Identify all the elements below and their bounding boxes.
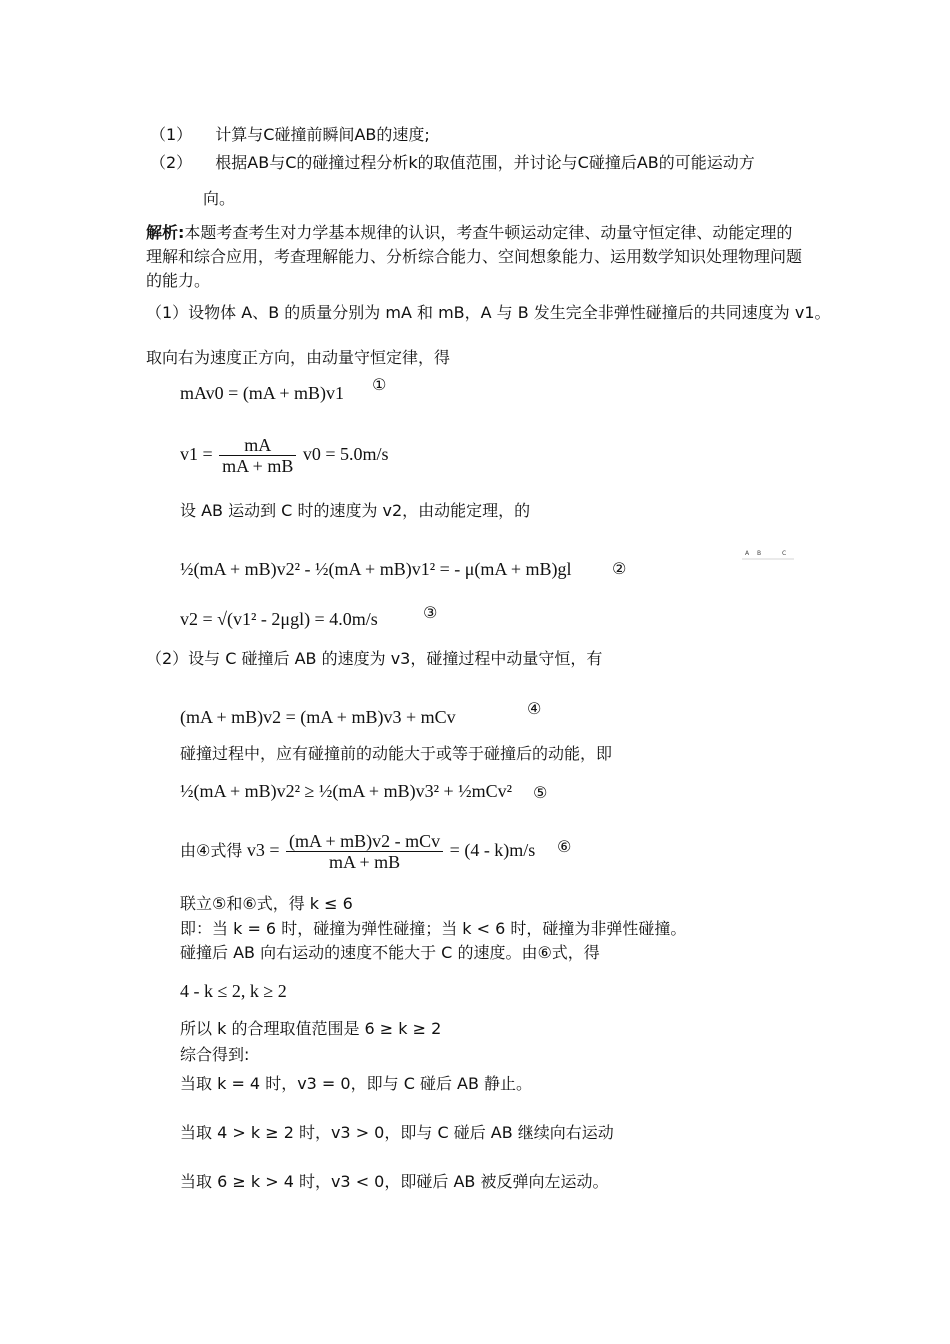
equation-6-rhs: = (4 - k)m/s [449, 840, 536, 860]
part1-kinetic-energy: 设 AB 运动到 C 时的速度为 v2，由动能定理，的 [180, 501, 531, 520]
diagram-label-a: A [745, 550, 750, 557]
question-1 [150, 124, 430, 146]
question-2 [150, 152, 755, 174]
equation-1b-lhs: v1 = [180, 444, 213, 464]
equation-1b-numerator: mA [219, 435, 296, 456]
equation-3: v2 = √(v1² - 2μgl) = 4.0m/s [180, 609, 378, 629]
analysis-intro-text-1: 本题考查考生对力学基本规律的认识，考查牛顿运动定律、动量守恒定律、动能定理的 [184, 223, 793, 242]
equation-6-lhs: v3 = [246, 840, 280, 860]
k-range: 所以 k 的合理取值范围是 6 ≥ k ≥ 2 [180, 1019, 442, 1038]
equation-6-denominator: mA + mB [329, 852, 401, 873]
part1-setup: （1）设物体 A、B 的质量分别为 mA 和 mB，A 与 B 发生完全非弹性碰撞后的共同速度为 v1。 [146, 303, 831, 322]
equation-2: ½(mA + mB)v2² - ½(mA + mB)v1² = - μ(mA + mB)gl [180, 559, 572, 579]
equation-4: (mA + mB)v2 = (mA + mB)v3 + mCv [180, 707, 456, 727]
case-k-equals-4: 当取 k = 4 时，v3 = 0，即与 C 碰后 AB 静止。 [180, 1074, 533, 1093]
part2-setup: （2）设与 C 碰撞后 AB 的速度为 v3，碰撞过程中动量守恒，有 [146, 649, 603, 668]
equation-6-prefix: 由④式得 [180, 841, 243, 860]
equation-2-marker: ② [612, 559, 627, 578]
collision-diagram-thumbnail [742, 548, 794, 564]
equation-1b [180, 432, 389, 476]
equation-5-marker: ⑤ [533, 783, 548, 802]
diagram-label-c: C [782, 550, 787, 557]
case-k-between-4-and-6: 当取 6 ≥ k > 4 时，v3 < 0，即碰后 AB 被反弹向左运动。 [180, 1172, 609, 1191]
equation-1b-rhs: v0 = 5.0m/s [302, 444, 389, 464]
question-1-text: 计算与C碰撞前瞬间AB的速度; [215, 125, 430, 144]
case-k-between-2-and-4: 当取 4 > k ≥ 2 时，v3 > 0，即与 C 碰后 AB 继续向右运动 [180, 1123, 614, 1142]
part1-direction: 取向右为速度正方向，由动量守恒定律，得 [146, 348, 451, 367]
equation-1-marker: ① [372, 375, 387, 394]
equation-6-marker: ⑥ [557, 837, 572, 856]
question-2-text: 根据AB与C的碰撞过程分析k的取值范围，并讨论与C碰撞后AB的可能运动方 [215, 153, 755, 172]
velocity-condition: 碰撞后 AB 向右运动的速度不能大于 C 的速度。由⑥式，得 [180, 943, 600, 962]
combined-result: 联立⑤和⑥式，得 k ≤ 6 [180, 894, 353, 913]
question-2-continuation: 向。 [203, 189, 236, 208]
collision-cases: 即：当 k = 6 时，碰撞为弹性碰撞；当 k < 6 时，碰撞为非弹性碰撞。 [180, 919, 687, 938]
analysis-intro-line-1 [146, 222, 792, 244]
equation-1b-denominator: mA + mB [222, 456, 294, 477]
equation-1b-fraction [219, 435, 296, 476]
equation-1: mAv0 = (mA + mB)v1 [180, 383, 344, 403]
equation-6-numerator: (mA + mB)v2 - mCv [286, 831, 443, 852]
summary-heading: 综合得到: [180, 1045, 250, 1064]
inequality: 4 - k ≤ 2, k ≥ 2 [180, 981, 287, 1001]
analysis-intro-line-2: 理解和综合应用，考查理解能力、分析综合能力、空间想象能力、运用数学知识处理物理问题 [146, 247, 803, 266]
equation-5: ½(mA + mB)v2² ≥ ½(mA + mB)v3² + ½mCv² [180, 781, 513, 801]
equation-3-marker: ③ [423, 603, 438, 622]
equation-6 [180, 828, 535, 873]
part2-kinetic-condition: 碰撞过程中，应有碰撞前的动能大于或等于碰撞后的动能，即 [180, 744, 613, 763]
analysis-intro-line-3: 的能力。 [146, 271, 211, 290]
equation-6-fraction [286, 831, 443, 872]
question-1-number: （1） [150, 125, 193, 144]
equation-4-marker: ④ [527, 699, 542, 718]
analysis-label: 解析: [146, 223, 185, 242]
question-2-number: （2） [150, 153, 193, 172]
diagram-label-b: B [757, 550, 762, 557]
